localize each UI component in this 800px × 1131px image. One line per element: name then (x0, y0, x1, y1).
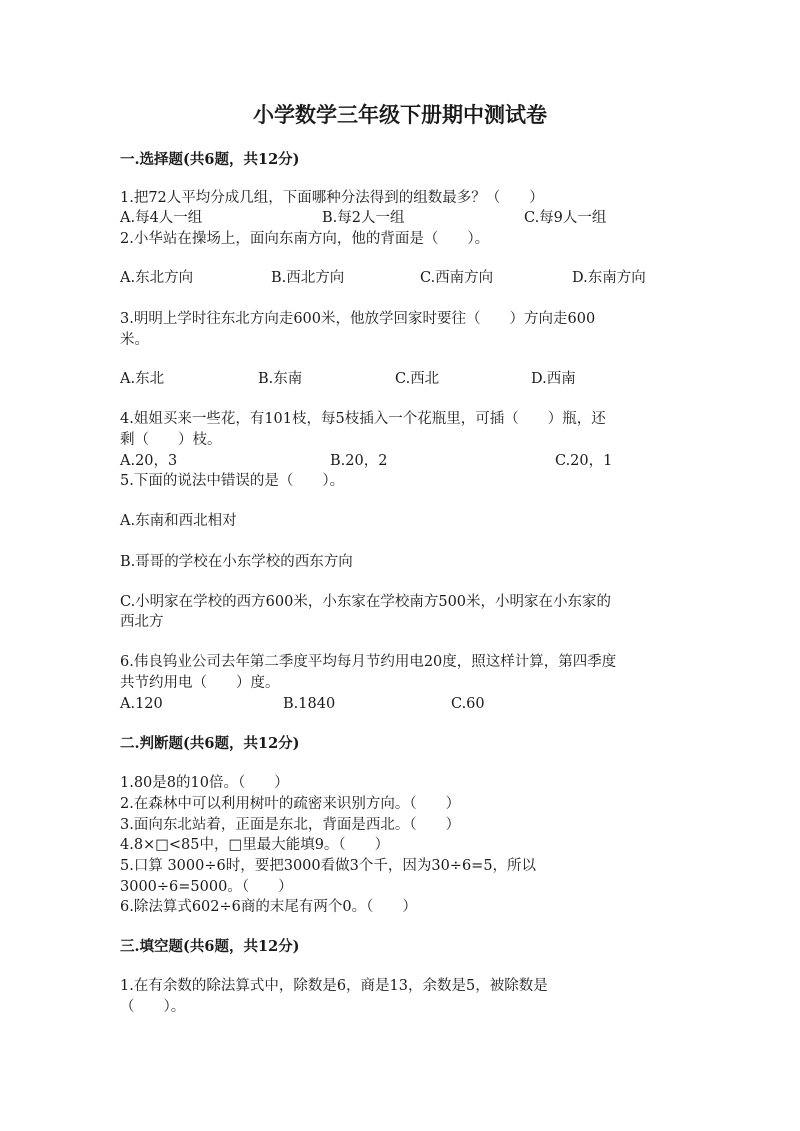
judgement-line-3: 3.面向东北站着，正面是东北，背面是西北。（ ） (120, 817, 461, 833)
question-1-option-b[interactable]: B.每2人一组 (322, 210, 405, 226)
question-2-option-b[interactable]: B.西北方向 (271, 270, 345, 286)
question-3-option-b[interactable]: B.东南 (258, 371, 303, 387)
fill-blank-line-2: （ ）。 (120, 999, 186, 1015)
question-3-option-a[interactable]: A.东北 (120, 371, 165, 387)
question-5-option-b[interactable]: B.哥哥的学校在小东学校的西东方向 (120, 554, 353, 570)
question-2-stem: 2.小华站在操场上，面向东南方向，他的背面是（ ）。 (120, 231, 490, 247)
question-4-option-c[interactable]: C.20，1 (555, 453, 613, 469)
judgement-line-4: 4.8×□<85中，□里最大能填9。（ ） (120, 837, 390, 853)
question-3-option-c[interactable]: C.西北 (395, 371, 440, 387)
exam-title: 小学数学三年级下册期中测试卷 (253, 102, 547, 127)
question-6-option-a[interactable]: A.120 (120, 696, 163, 712)
question-4-stem-line-2: 剩（ ）枝。 (120, 432, 222, 448)
question-6-option-c[interactable]: C.60 (451, 696, 485, 712)
judgement-line-6: 3000÷6=5000。（ ） (120, 879, 293, 895)
question-5-option-a[interactable]: A.东南和西北相对 (120, 513, 237, 529)
judgement-line-1: 1.80是8的10倍。（ ） (120, 775, 289, 791)
section-heading-choice: 一.选择题(共6题，共12分) (120, 151, 300, 168)
question-2-option-d[interactable]: D.东南方向 (572, 270, 646, 286)
question-6-stem-line-1: 6.伟良钨业公司去年第二季度平均每月节约用电20度，照这样计算，第四季度 (120, 654, 617, 670)
question-6-option-b[interactable]: B.1840 (283, 696, 336, 712)
section-heading-judgement: 二.判断题(共6题，共12分) (120, 735, 300, 752)
question-3-option-d[interactable]: D.西南 (531, 371, 576, 387)
question-4-option-b[interactable]: B.20，2 (330, 453, 388, 469)
question-1-option-c[interactable]: C.每9人一组 (524, 210, 607, 226)
question-2-option-c[interactable]: C.西南方向 (420, 270, 494, 286)
question-3-stem-line-2: 米。 (120, 332, 149, 348)
judgement-line-7: 6.除法算式602÷6商的末尾有两个0。（ ） (120, 899, 417, 915)
question-1-option-a[interactable]: A.每4人一组 (120, 210, 203, 226)
question-5-stem: 5.下面的说法中错误的是（ ）。 (120, 473, 345, 489)
question-6-stem-line-2: 共节约用电（ ）度。 (120, 675, 280, 691)
question-3-stem-line-1: 3.明明上学时往东北方向走600米，他放学回家时要往（ ）方向走600 (120, 311, 596, 327)
judgement-line-2: 2.在森林中可以利用树叶的疏密来识别方向。（ ） (120, 796, 461, 812)
question-5-option-c-line-2[interactable]: 西北方 (120, 614, 164, 630)
section-heading-fill-blank: 三.填空题(共6题，共12分) (120, 938, 300, 955)
question-4-stem-line-1: 4.姐姐买来一些花，有101枝，每5枝插入一个花瓶里，可插（ ）瓶，还 (120, 411, 606, 427)
question-1-stem: 1.把72人平均分成几组，下面哪种分法得到的组数最多？（ ） (120, 190, 544, 206)
question-4-option-a[interactable]: A.20，3 (120, 453, 178, 469)
question-2-option-a[interactable]: A.东北方向 (120, 270, 194, 286)
judgement-line-5: 5.口算 3000÷6时，要把3000看做3个千，因为30÷6=5，所以 (120, 858, 537, 874)
fill-blank-line-1: 1.在有余数的除法算式中，除数是6，商是13，余数是5，被除数是 (120, 978, 548, 994)
question-5-option-c-line-1[interactable]: C.小明家在学校的西方600米，小东家在学校南方500米，小明家在小东家的 (120, 594, 612, 610)
